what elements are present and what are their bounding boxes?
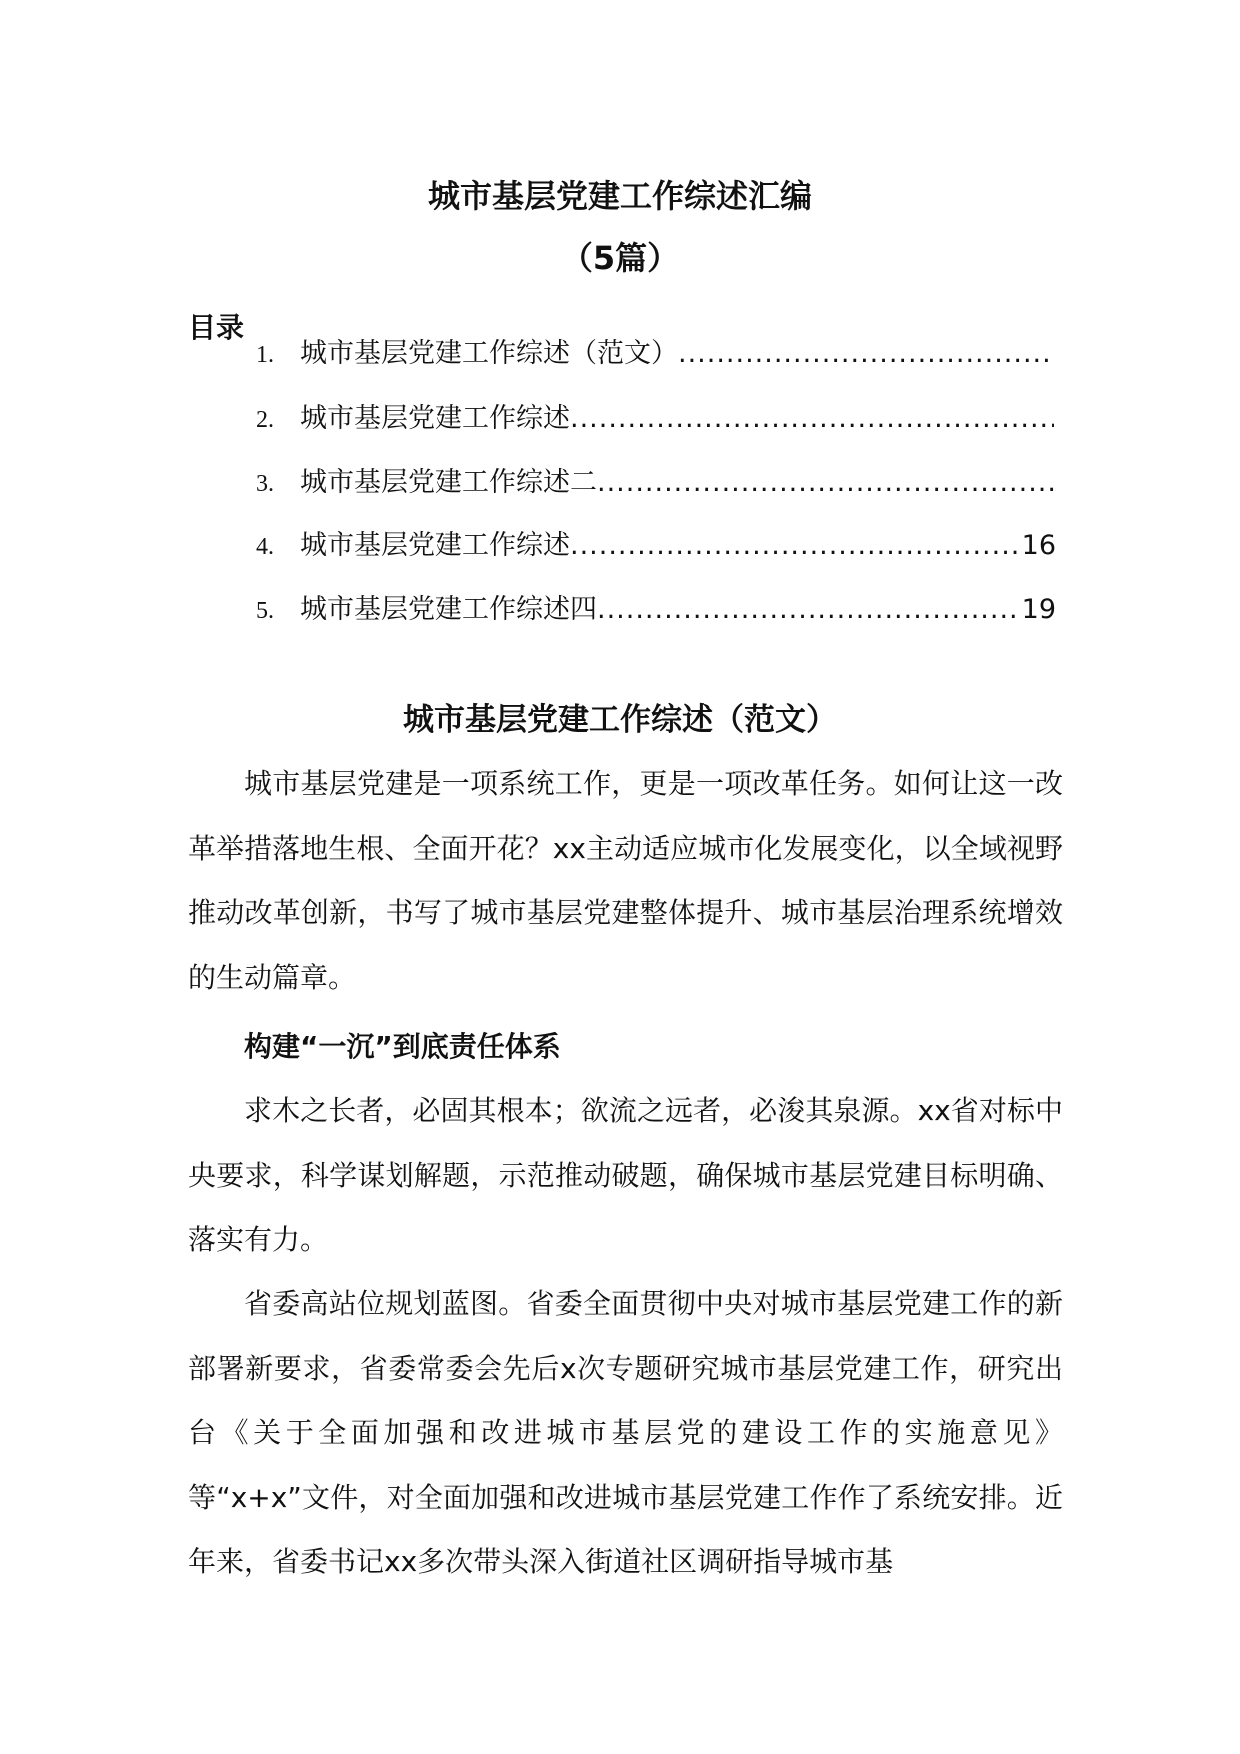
toc-item[interactable] (256, 334, 1056, 374)
toc-heading: 目录 (188, 311, 245, 344)
toc-item[interactable] (256, 463, 1056, 503)
toc-item-title: 城市基层党建工作综述（范文） (300, 338, 678, 369)
toc-item-number: 5. (256, 598, 274, 624)
toc-leader-dots (570, 526, 1020, 566)
toc-item-number: 4. (256, 534, 274, 560)
document-title: 城市基层党建工作综述汇编 (427, 177, 812, 215)
toc-item-title: 城市基层党建工作综述 (300, 403, 570, 434)
toc-item-title: 城市基层党建工作综述 (300, 530, 570, 561)
body-paragraph: 城市基层党建是一项系统工作，更是一项改革任务。如何让这一改革举措落地生根、全面开花？xx主动适应城市化发展变化，以全域视野推动改革创新，书写了城市基层党建整体提升、城市基层治理系统增效的生动篇章。 (188, 767, 1063, 994)
toc-item-number: 3. (256, 471, 274, 497)
toc-leader-dots (597, 463, 1054, 503)
toc-item-title: 城市基层党建工作综述四 (300, 594, 597, 625)
section-title: 城市基层党建工作综述（范文） (403, 702, 837, 738)
document-subtitle: （5篇） (560, 239, 680, 277)
toc-item[interactable] (256, 399, 1056, 439)
toc-leader-dots (678, 334, 1054, 374)
body-paragraph: 省委高站位规划蓝图。省委全面贯彻中央对城市基层党建工作的新部署新要求，省委常委会先后x次专题研究城市基层党建工作，研究出台《关于全面加强和改进城市基层党的建设工作的实施意见》等“x+x”文件，对全面加强和改进城市基层党建工作作了系统安排。近年来，省委书记xx多次带头深入街道社区调研指导城市基 (188, 1287, 1063, 1578)
toc-item-number: 1. (256, 342, 274, 368)
toc-leader-dots (597, 590, 1020, 630)
toc-item-number: 2. (256, 407, 274, 433)
toc-leader-dots (570, 399, 1054, 439)
body-paragraph: 求木之长者，必固其根本；欲流之远者，必浚其泉源。xx省对标中央要求，科学谋划解题，示范推动破题，确保城市基层党建目标明确、落实有力。 (188, 1094, 1063, 1256)
toc-item-page: 19 (1021, 594, 1056, 625)
toc-item[interactable] (256, 526, 1056, 566)
toc-item[interactable] (256, 590, 1056, 630)
toc-item-page: 16 (1021, 530, 1056, 561)
section-subheading: 构建“一沉”到底责任体系 (244, 1030, 561, 1063)
toc-item-title: 城市基层党建工作综述二 (300, 467, 597, 498)
